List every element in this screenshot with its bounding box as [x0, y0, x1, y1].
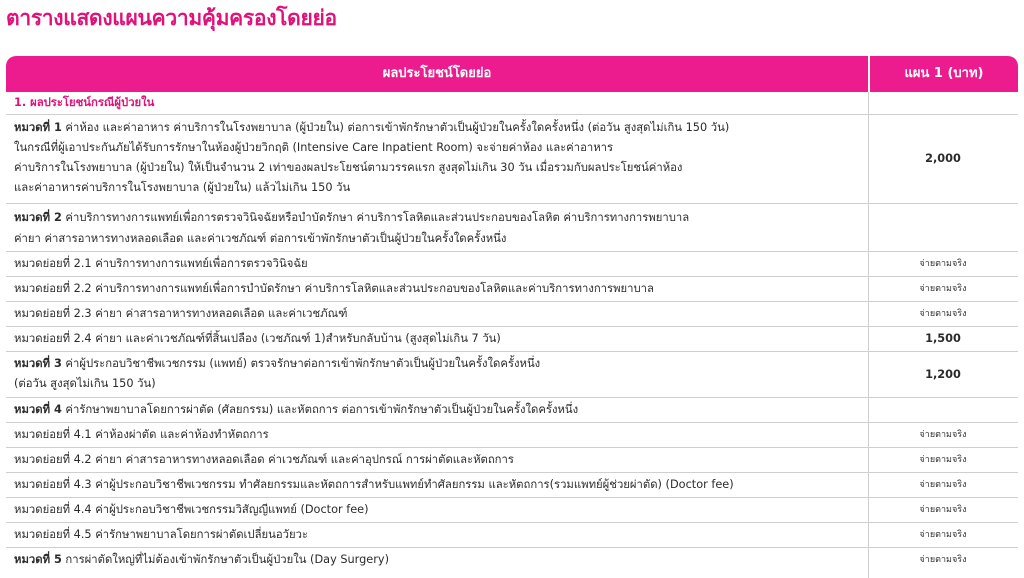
cat3-line: ค่าผู้ประกอบวิชาชีพเวชกรรม (แพทย์) ตรวจรักษาต่อการเข้าพักรักษาตัวเป็นผู้ป่วยในครั้งใดครั้งหนึ่ง	[65, 357, 541, 370]
sub45-amount: จ่ายตามจริง	[919, 530, 967, 540]
sub43-amount: จ่ายตามจริง	[919, 480, 967, 490]
table-row-cat5	[6, 548, 1018, 572]
sub24-amount: 1,500	[925, 332, 961, 345]
sub23-amount: จ่ายตามจริง	[919, 309, 967, 319]
cat1-line: ค่าบริการในโรงพยาบาล (ผู้ป่วยใน) ให้เป็นจำนวน 2 เท่าของผลประโยชน์ตามวรรคแรก สูงสุดไม่เกิน 30 วัน เมื่อรวมกับผลประโยชน์ค่าห้อง	[14, 161, 683, 174]
sub23-text: หมวดย่อยที่ 2.3 ค่ายา ค่าสารอาหารทางหลอดเลือด และค่าเวชภัณฑ์	[14, 307, 348, 320]
cat5-label: หมวดที่ 5	[14, 553, 62, 566]
section-title: 1. ผลประโยชน์กรณีผู้ป่วยใน	[14, 96, 155, 109]
sub22-text: หมวดย่อยที่ 2.2 ค่าบริการทางการแพทย์เพื่อการบำบัดรักษา ค่าบริการโลหิตและส่วนประกอบของโลหิตและค่าบริการทางการพยาบาล	[14, 282, 654, 295]
sub21-amount: จ่ายตามจริง	[919, 259, 967, 269]
sub41-amount: จ่ายตามจริง	[919, 430, 967, 440]
table-row-cat1	[6, 115, 1018, 204]
header-plan: แผน 1 (บาท)	[868, 56, 1018, 92]
cat1-amount: 2,000	[925, 152, 961, 165]
table-header	[6, 56, 1018, 92]
cat2-label: หมวดที่ 2	[14, 211, 62, 224]
sub24-text: หมวดย่อยที่ 2.4 ค่ายา และค่าเวชภัณฑ์ที่สิ้นเปลือง (เวชภัณฑ์ 1)สำหรับกลับบ้าน (สูงสุดไม่เกิน 7 วัน)	[14, 332, 501, 345]
sub45-text: หมวดย่อยที่ 4.5 ค่ารักษาพยาบาลโดยการผ่าตัดเปลี่ยนอวัยวะ	[14, 528, 309, 541]
cat2-line: ค่ายา ค่าสารอาหารทางหลอดเลือด และค่าเวชภัณฑ์ ต่อการเข้าพักรักษาตัวเป็นผู้ป่วยในครั้งใดครั้งหนึ่ง	[14, 232, 507, 245]
table-row-cat4	[6, 398, 1018, 423]
sub42-amount: จ่ายตามจริง	[919, 455, 967, 465]
cat2-line: ค่าบริการทางการแพทย์เพื่อการตรวจวินิจฉัยหรือบำบัดรักษา ค่าบริการโลหิตและส่วนประกอบของโลหิต ค่าบริการทางการพยาบาล	[65, 211, 690, 224]
sub21-text: หมวดย่อยที่ 2.1 ค่าบริการทางการแพทย์เพื่อการตรวจวินิจฉัย	[14, 257, 308, 270]
sub41-text: หมวดย่อยที่ 4.1 ค่าห้องผ่าตัด และค่าห้องทำหัตถการ	[14, 428, 269, 441]
sub44-amount: จ่ายตามจริง	[919, 505, 967, 515]
cat3-label: หมวดที่ 3	[14, 357, 62, 370]
section-row	[6, 92, 1018, 115]
cat1-line: และค่าอาหารค่าบริการในโรงพยาบาล (ผู้ป่วยใน) แล้วไม่เกิน 150 วัน	[14, 181, 351, 194]
cat1-label: หมวดที่ 1	[14, 121, 62, 134]
page-title: ตารางแสดงแผนความคุ้มครองโดยย่อ	[6, 6, 337, 30]
cat1-line: ค่าห้อง และค่าอาหาร ค่าบริการในโรงพยาบาล (ผู้ป่วยใน) ต่อการเข้าพักรักษาตัวเป็นผู้ป่วยในครั้งใดครั้งหนึ่ง (ต่อวัน สูงสุดไม่เกิน 150 วัน)	[65, 121, 730, 134]
table-row-sub42	[6, 448, 1018, 473]
sub43-text: หมวดย่อยที่ 4.3 ค่าผู้ประกอบวิชาชีพเวชกรรม ทำศัลยกรรมและหัตถการสำหรับแพทย์ทำศัลยกรรม และหัตถการ(รวมแพทย์ผู้ช่วยผ่าตัด) (Doctor fee)	[14, 478, 734, 491]
cat5-amount: จ่ายตามจริง	[919, 555, 967, 565]
column-divider	[868, 92, 869, 578]
cat4-label: หมวดที่ 4	[14, 403, 62, 416]
sub22-amount: จ่ายตามจริง	[919, 284, 967, 294]
cat3-amount: 1,200	[925, 368, 961, 381]
table-row-sub45	[6, 523, 1018, 548]
benefit-table	[6, 56, 1018, 572]
table-row-sub24	[6, 327, 1018, 352]
header-benefit: ผลประโยชน์โดยย่อ	[382, 66, 492, 81]
sub42-text: หมวดย่อยที่ 4.2 ค่ายา ค่าสารอาหารทางหลอดเลือด ค่าเวชภัณฑ์ และค่าอุปกรณ์ การผ่าตัดและหัตถการ	[14, 453, 514, 466]
cat3-line: (ต่อวัน สูงสุดไม่เกิน 150 วัน)	[14, 377, 156, 390]
table-row-sub41	[6, 423, 1018, 448]
table-row-cat3	[6, 352, 1018, 398]
cat4-text: ค่ารักษาพยาบาลโดยการผ่าตัด (ศัลยกรรม) และหัตถการ ต่อการเข้าพักรักษาตัวเป็นผู้ป่วยในครั้งใดครั้งหนึ่ง	[65, 403, 579, 416]
table-row-sub22	[6, 277, 1018, 302]
table-row-sub23	[6, 302, 1018, 327]
sub44-text: หมวดย่อยที่ 4.4 ค่าผู้ประกอบวิชาชีพเวชกรรมวิสัญญีแพทย์ (Doctor fee)	[14, 503, 369, 516]
table-row-sub43	[6, 473, 1018, 498]
table-row-sub21	[6, 252, 1018, 277]
table-row-sub44	[6, 498, 1018, 523]
table-row-cat2	[6, 204, 1018, 252]
cat5-text: การผ่าตัดใหญ่ที่ไม่ต้องเข้าพักรักษาตัวเป็นผู้ป่วยใน (Day Surgery)	[65, 553, 389, 566]
cat1-line: ในกรณีที่ผู้เอาประกันภัยได้รับการรักษาในห้องผู้ป่วยวิกฤติ (Intensive Care Inpatient Room) จะจ่ายค่าห้อง และค่าอาหาร	[14, 141, 614, 154]
